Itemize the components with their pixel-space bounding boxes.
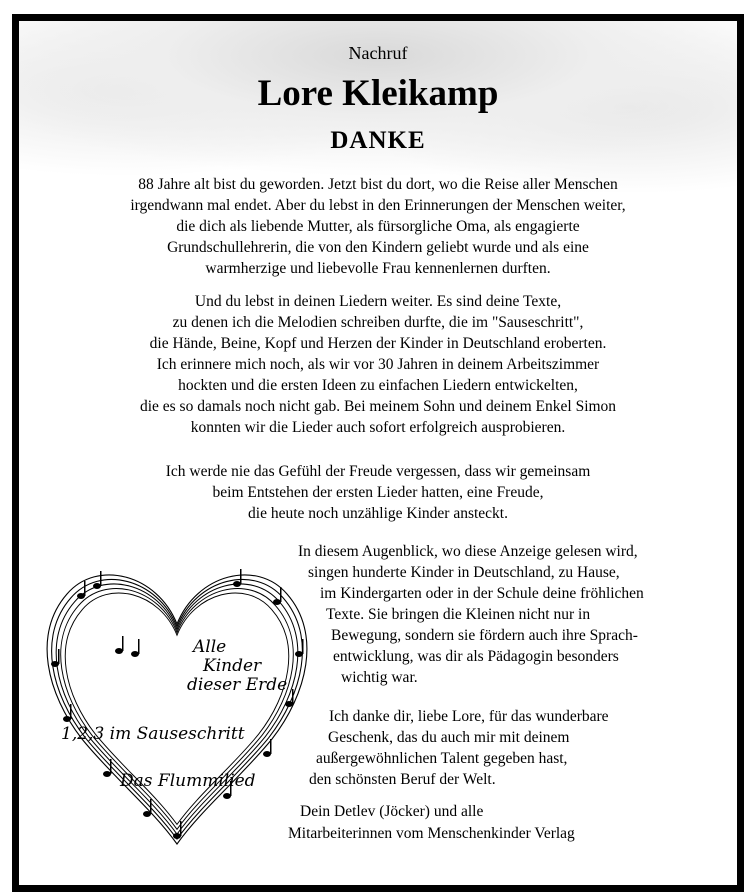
deceased-name: Lore Kleikamp [257,73,499,114]
text-line: hockten und die ersten Ideen zu einfachen Liedern entwickelten, [178,377,578,394]
song-title-line: Alle [193,637,227,657]
text-line: Ich erinnere mich noch, als wir vor 30 Jahren in deinem Arbeitszimmer [156,356,600,373]
text-line: singen hunderte Kinder in Deutschland, zu Hause, [308,564,620,581]
paragraph-memorial [19,174,737,279]
text-line: beim Entstehen der ersten Lieder hatten, eine Freude, [212,484,544,501]
text-line: In diesem Augenblick, wo diese Anzeige gelesen wird, [298,543,638,560]
text-line: Texte. Sie bringen die Kleinen nicht nur in [326,606,591,623]
obituary-frame [12,14,744,892]
text-line: außergewöhnlichen Talent gegeben hast, [316,750,568,767]
text-line: die Hände, Beine, Kopf und Herzen der Kinder in Deutschland eroberten. [149,335,607,352]
signature-line: Mitarbeiterinnen vom Menschenkinder Verlag [288,825,575,842]
song-title: 1,2,3 im Sauseschritt [61,724,245,744]
text-line: Ich danke dir, liebe Lore, für das wunderbare [329,708,609,725]
music-notes [51,569,304,839]
text-line: im Kindergarten oder in der Schule deine fröhlichen [320,585,644,602]
text-line: die es so damals noch nicht gab. Bei meinem Sohn und deinem Enkel Simon [139,398,617,415]
song-title-line: Kinder [203,656,262,676]
text-line: warmherzige und liebevolle Frau kennenlernen durften. [205,260,551,277]
text-line: zu denen ich die Melodien schreiben durfte, die im "Sauseschritt", [172,314,584,331]
paragraph-songs [19,291,737,438]
signature-line: Dein Detlev (Jöcker) und alle [300,803,484,820]
music-heart-illustration [37,554,317,859]
text-line: Ich werde nie das Gefühl der Freude vergessen, dass wir gemeinsam [165,463,591,480]
text-line: konnten wir die Lieder auch sofort erfolgreich ausprobieren. [190,419,566,436]
song-title: Das Flummilied [120,771,256,791]
text-line: Und du lebst in deinen Liedern weiter. Es sind deine Texte, [194,293,562,310]
text-line: den schönsten Beruf der Welt. [309,771,496,788]
text-line: wichtig war. [341,669,418,686]
text-line: entwicklung, was dir als Pädagogin besonders [333,648,619,665]
text-line: die dich als liebende Mutter, als fürsorgliche Oma, als engagierte [176,218,580,235]
text-line: Geschenk, das du auch mir mit deinem [328,729,570,746]
thanks-heading: DANKE [330,127,426,154]
kicker: Nachruf [348,43,408,63]
song-title-line: dieser Erde [187,675,288,695]
text-line: 88 Jahre alt bist du geworden. Jetzt bist du dort, wo die Reise aller Menschen [138,176,618,193]
text-line: irgendwann mal endet. Aber du lebst in den Erinnerungen der Menschen weiter, [130,197,626,214]
text-line: Grundschullehrerin, die von den Kindern geliebt wurde und als eine [167,239,589,256]
staff-lines [47,575,307,844]
paragraph-joy [19,461,737,524]
text-line: Bewegung, sondern sie fördern auch ihre Sprach- [331,627,638,644]
text-line: die heute noch unzählige Kinder ansteckt. [248,505,508,522]
